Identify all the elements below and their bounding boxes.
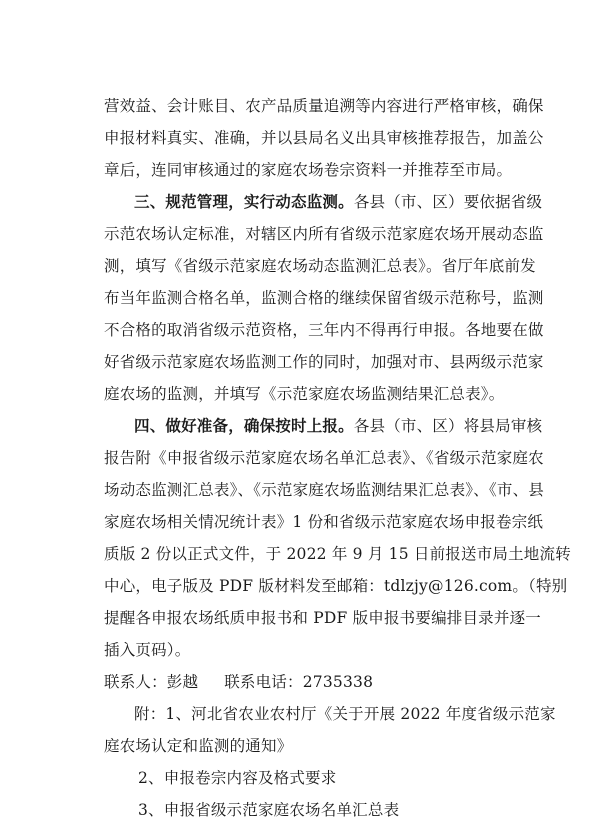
body-line-9: 好省级示范家庭农场监测工作的同时，加强对市、县两级示范家: [104, 353, 544, 371]
body-line-3: 章后，连同审核通过的家庭农场卷宗资料一并推荐至市局。: [104, 161, 513, 179]
contact-line: [104, 672, 373, 692]
contact-person: 联系人：彭越: [104, 673, 199, 691]
section-four-line: [134, 416, 543, 436]
section-four-text: 各县（市、区）将县局审核: [353, 417, 543, 435]
contact-phone: 联系电话：2735338: [224, 673, 374, 691]
body-line-17: 提醒各申报农场纸质申报书和 PDF 版申报书要编排目录并逐一: [104, 609, 541, 627]
attachment-line-1-cont: 庭农场认定和监测的通知》: [104, 737, 293, 755]
section-three-text: 各县（市、区）要依据省级: [353, 193, 543, 211]
attachment-item-2: 2、申报卷宗内容及格式要求: [138, 769, 337, 787]
body-line-18: 插入页码）。: [104, 641, 191, 659]
body-line-5: 示范农场认定标准，对辖区内所有省级示范家庭农场开展动态监: [104, 225, 544, 243]
body-line-12: 报告附《申报省级示范家庭农场名单汇总表》、《省级示范家庭农: [104, 449, 544, 467]
body-line-14: 家庭农场相关情况统计表》1 份和省级示范家庭农场申报卷宗纸: [104, 513, 544, 531]
body-line-16: 中心，电子版及 PDF 版材料发至邮箱：tdlzjy@126.com。（特别: [104, 577, 568, 595]
body-line-8: 不合格的取消省级示范资格，三年内不得再行申报。各地要在做: [104, 321, 544, 339]
section-four-heading: 四、做好准备，确保按时上报。: [134, 417, 354, 435]
section-three-heading: 三、规范管理，实行动态监测。: [134, 193, 354, 211]
section-three-line: [134, 192, 543, 212]
body-line-1: 营效益、会计账目、农产品质量追溯等内容进行严格审核，确保: [104, 97, 544, 115]
body-line-7: 布当年监测合格名单，监测合格的继续保留省级示范称号，监测: [104, 289, 544, 307]
body-line-6: 测，填写《省级示范家庭农场动态监测汇总表》。省厅年底前发: [104, 257, 536, 275]
body-line-15: 质版 2 份以正式文件，于 2022 年 9 月 15 日前报送市局土地流转: [104, 545, 571, 563]
attachment-item-3: 3、申报省级示范家庭农场名单汇总表: [138, 801, 400, 819]
body-line-13: 场动态监测汇总表》、《示范家庭农场监测结果汇总表》、《市、县: [104, 481, 545, 499]
body-line-2: 申报材料真实、准确，并以县局名义出具审核推荐报告，加盖公: [104, 129, 544, 147]
attachment-line-1: 附：1、河北省农业农村厅《关于开展 2022 年度省级示范家: [134, 705, 556, 723]
body-line-10: 庭农场的监测，并填写《示范家庭农场监测结果汇总表》。: [104, 385, 505, 403]
